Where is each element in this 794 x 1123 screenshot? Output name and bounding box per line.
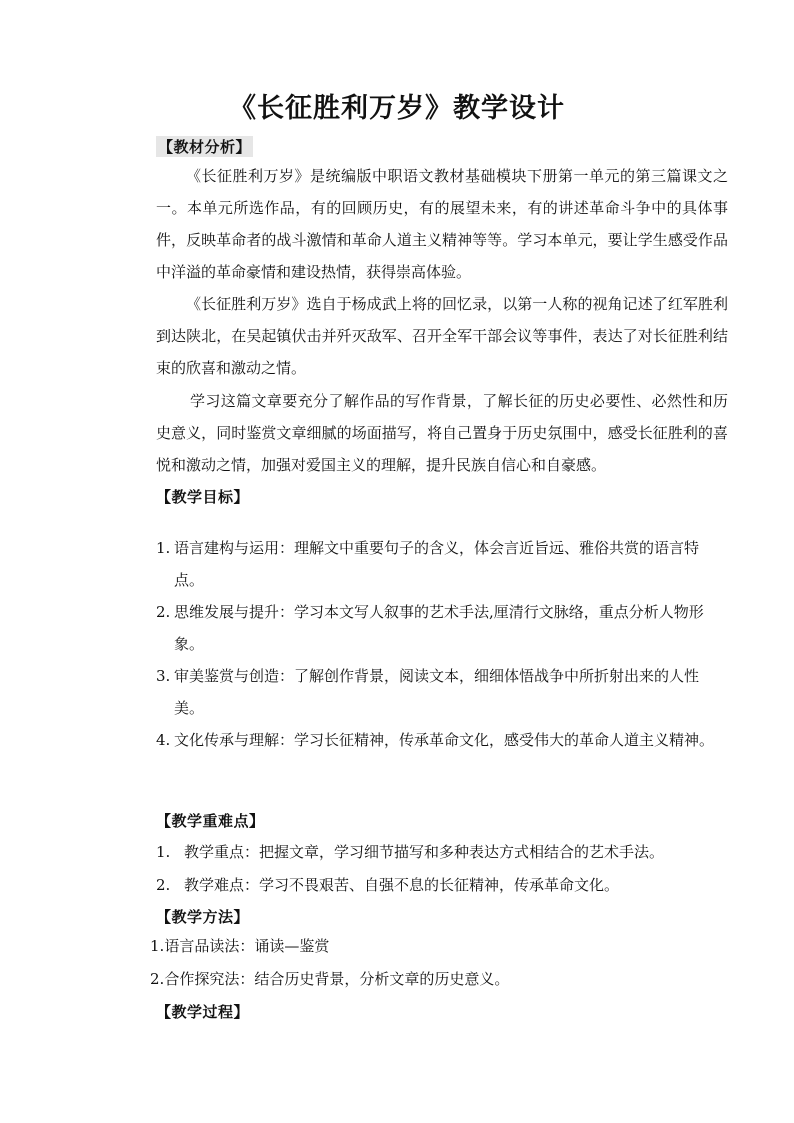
list-item <box>156 836 728 869</box>
list-item-number: 4. <box>156 731 171 749</box>
list-item-number: 3. <box>156 667 171 685</box>
list-item-text: 教学难点：学习不畏艰苦、自强不息的长征精神，传承革命文化。 <box>184 876 620 894</box>
list-item-text: 合作探究法：结合历史背景，分析文章的历史意义。 <box>164 970 510 988</box>
list-item-number: 2. <box>156 603 171 621</box>
section-heading-keypoints: 【教学重难点】 <box>156 812 265 830</box>
keypoints-list <box>156 836 728 902</box>
list-item-text: 审美鉴赏与创造：了解创作背景，阅读文本，细细体悟战争中所折射出来的人性美。 <box>174 667 700 717</box>
document-title: 《长征胜利万岁》教学设计 <box>229 93 565 124</box>
goals-list <box>156 532 728 756</box>
list-item-text: 语言建构与运用：理解文中重要句子的含义，体会言近旨远、雅俗共赏的语言特点。 <box>174 539 700 589</box>
section-heading-analysis: 【教材分析】 <box>158 138 252 156</box>
list-item <box>156 532 728 596</box>
list-item-text: 文化传承与理解：学习长征精神，传承革命文化，感受伟大的革命人道主义精神。 <box>174 731 715 749</box>
list-item <box>150 930 722 963</box>
list-item-number: 1. <box>156 843 171 861</box>
list-item-number: 1. <box>156 539 171 557</box>
list-item <box>156 660 728 724</box>
list-item-text: 语言品读法：诵读—鉴赏 <box>164 937 330 955</box>
list-item <box>156 724 728 756</box>
section-heading-process: 【教学过程】 <box>156 1003 250 1021</box>
list-item-text: 教学重点：把握文章，学习细节描写和多种表达方式相结合的艺术手法。 <box>184 843 665 861</box>
list-item-number: 1. <box>150 937 165 955</box>
section-heading-goals: 【教学目标】 <box>156 488 250 506</box>
list-item-number: 2. <box>150 970 165 988</box>
analysis-paragraph-3: 学习这篇文章要充分了解作品的写作背景，了解长征的历史必要性、必然性和历史意义，同时鉴赏文章细腻的场面描写，将自己置身于历史氛围中，感受长征胜利的喜悦和激动之情，加强对爱国主义的理解，提升民族自信心和自豪感。 <box>156 392 728 474</box>
section-heading-methods: 【教学方法】 <box>156 908 250 926</box>
list-item <box>150 963 722 996</box>
list-item-text: 思维发展与提升：学习本文写人叙事的艺术手法,厘清行文脉络，重点分析人物形象。 <box>174 603 704 653</box>
analysis-paragraph-2: 《长征胜利万岁》选自于杨成武上将的回忆录，以第一人称的视角记述了红军胜利到达陕北，在吴起镇伏击并歼灭敌军、召开全军干部会议等事件，表达了对长征胜利结束的欣喜和激动之情。 <box>156 295 728 377</box>
analysis-paragraph-1: 《长征胜利万岁》是统编版中职语文教材基础模块下册第一单元的第三篇课文之一。本单元所选作品，有的回顾历史，有的展望未来，有的讲述革命斗争中的具体事件，反映革命者的战斗激情和革命人道主义精神等等。学习本单元，要让学生感受作品中洋溢的革命豪情和建设热情，获得崇高体验。 <box>156 167 728 281</box>
list-item-number: 2. <box>156 876 171 894</box>
list-item <box>156 869 728 902</box>
methods-list <box>150 930 722 996</box>
list-item <box>156 596 728 660</box>
